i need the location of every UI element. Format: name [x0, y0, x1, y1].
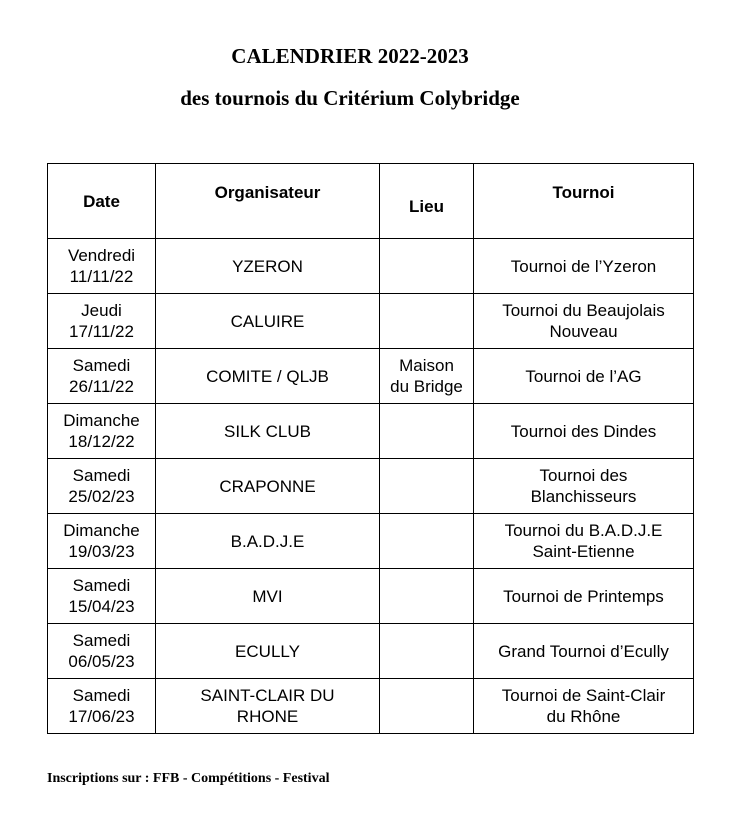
organisateur-cell: [156, 294, 380, 349]
tournoi-cell: [474, 624, 694, 679]
tournoi-cell: [474, 459, 694, 514]
tournoi-text: du Rhône: [546, 707, 621, 726]
table-row: [48, 349, 694, 404]
table-row: [48, 514, 694, 569]
table-row: [48, 679, 694, 734]
lieu-cell: [380, 569, 474, 624]
lieu-cell: [380, 294, 474, 349]
lieu-text: du Bridge: [390, 377, 463, 396]
page-title: CALENDRIER 2022-2023: [231, 44, 469, 68]
event-date: 15/04/23: [68, 597, 135, 616]
event-date: 06/05/23: [68, 652, 135, 671]
lieu-cell: [380, 514, 474, 569]
tournoi-cell: [474, 569, 694, 624]
tournoi-text: Tournoi des: [539, 466, 628, 485]
tournoi-text: Tournoi des Dindes: [510, 421, 657, 441]
event-date: 18/12/22: [68, 432, 135, 451]
tournoi-cell: [474, 679, 694, 734]
table-row: [48, 459, 694, 514]
tournoi-cell: [474, 349, 694, 404]
table-row: [48, 624, 694, 679]
tournoi-text: Tournoi de Printemps: [503, 586, 664, 606]
organisateur-text: RHONE: [236, 707, 299, 726]
date-cell: [48, 569, 156, 624]
calendar-table: [47, 163, 694, 734]
table-header-row: [48, 164, 694, 239]
day-name: Jeudi: [81, 301, 122, 320]
organisateur-text: SILK CLUB: [224, 421, 311, 441]
event-date: 17/06/23: [68, 707, 135, 726]
lieu-cell: [380, 239, 474, 294]
day-name: Samedi: [72, 576, 131, 595]
day-name: Samedi: [72, 686, 131, 705]
date-cell: [48, 624, 156, 679]
day-name: Vendredi: [67, 246, 136, 265]
tournoi-text: Grand Tournoi d’Ecully: [498, 641, 669, 661]
organisateur-text: CRAPONNE: [219, 476, 316, 496]
date-cell: [48, 514, 156, 569]
lieu-cell: [380, 349, 474, 404]
organisateur-cell: [156, 459, 380, 514]
tournoi-text: Tournoi de l’Yzeron: [510, 256, 657, 276]
day-name: Samedi: [72, 356, 131, 375]
lieu-cell: [380, 679, 474, 734]
event-date: 17/11/22: [69, 322, 134, 341]
tournoi-text: Tournoi de Saint-Clair: [501, 686, 666, 705]
organisateur-cell: [156, 679, 380, 734]
page-subtitle: des tournois du Critérium Colybridge: [180, 86, 520, 110]
day-name: Samedi: [72, 466, 131, 485]
tournoi-text: Blanchisseurs: [530, 487, 637, 506]
event-date: 25/02/23: [68, 487, 135, 506]
organisateur-cell: [156, 624, 380, 679]
lieu-text: Maison: [399, 356, 454, 375]
tournoi-cell: [474, 514, 694, 569]
table-row: [48, 404, 694, 459]
day-name: Dimanche: [63, 411, 140, 430]
organisateur-text: CALUIRE: [230, 311, 305, 331]
header-organisateur: Organisateur: [156, 164, 380, 239]
table-row: [48, 569, 694, 624]
organisateur-cell: [156, 404, 380, 459]
organisateur-cell: [156, 514, 380, 569]
tournoi-text: Saint-Etienne: [532, 542, 635, 561]
organisateur-text: YZERON: [232, 256, 303, 276]
lieu-cell: [380, 624, 474, 679]
date-cell: [48, 404, 156, 459]
tournoi-cell: [474, 239, 694, 294]
organisateur-text: B.A.D.J.E: [230, 531, 305, 551]
date-cell: [48, 294, 156, 349]
footer-note: Inscriptions sur : FFB - Compétitions - Festival: [47, 771, 330, 786]
tournoi-text: Tournoi du Beaujolais: [502, 301, 665, 320]
date-cell: [48, 239, 156, 294]
day-name: Dimanche: [63, 521, 140, 540]
organisateur-cell: [156, 239, 380, 294]
organisateur-text: SAINT-CLAIR DU: [200, 686, 335, 705]
tournoi-cell: [474, 294, 694, 349]
table-row: [48, 239, 694, 294]
organisateur-text: COMITE / QLJB: [206, 366, 329, 386]
date-cell: [48, 459, 156, 514]
lieu-cell: [380, 459, 474, 514]
organisateur-cell: [156, 349, 380, 404]
event-date: 19/03/23: [68, 542, 135, 561]
tournoi-cell: [474, 404, 694, 459]
organisateur-text: ECULLY: [235, 641, 300, 661]
lieu-cell: [380, 404, 474, 459]
tournoi-text: Nouveau: [549, 322, 618, 341]
event-date: 26/11/22: [69, 377, 134, 396]
table-row: [48, 294, 694, 349]
organisateur-text: MVI: [252, 586, 283, 606]
header-tournoi: Tournoi: [474, 164, 694, 239]
organisateur-cell: [156, 569, 380, 624]
header-date: Date: [48, 164, 156, 239]
date-cell: [48, 349, 156, 404]
tournoi-text: Tournoi du B.A.D.J.E: [504, 521, 663, 540]
date-cell: [48, 679, 156, 734]
tournoi-text: Tournoi de l’AG: [525, 366, 642, 386]
event-date: 11/11/22: [69, 267, 134, 286]
day-name: Samedi: [72, 631, 131, 650]
header-lieu: Lieu: [380, 164, 474, 239]
